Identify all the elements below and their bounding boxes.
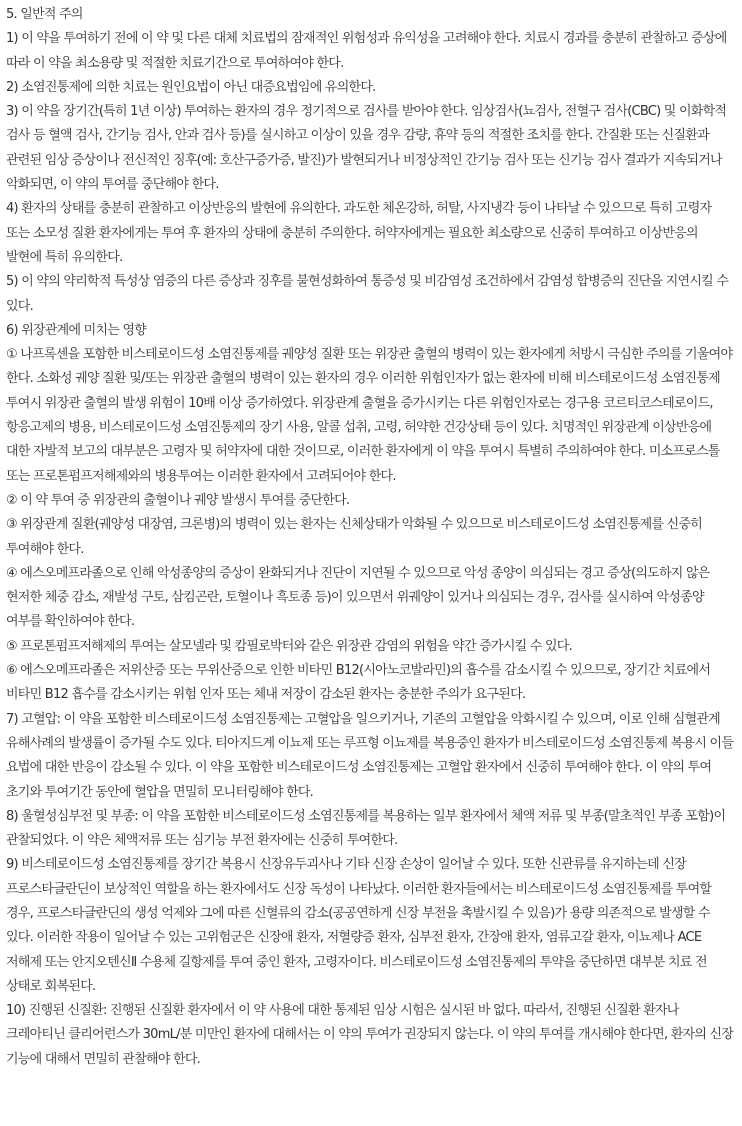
paragraph-6-item-3: ③ 위장관계 질환(궤양성 대장염, 크론병)의 병력이 있는 환자는 신체상태가 악화될 수 있으므로 비스테로이드성 소염진통제를 신중히 투여해야 한다. <box>6 517 703 557</box>
paragraph-6-item-1: ① 나프록센을 포함한 비스테로이드성 소염진통제를 궤양성 질환 또는 위장관 출혈의 병력이 있는 환자에게 처방시 극심한 주의를 기울여야 한다. 소화성 궤양 질환 및/또는 위장관 출혈의 병력이 있는 환자의 경우 이러한 위험인자가 없는 환자에 비해 비스테로이드성 소염진통제 투여시 위장관 출혈의 발생 위험이 10배 이상 증가하였다. 위장관계 출혈을 증가시키는 다른 위험인자로는 경구용 코르티코스테로이드, 항응고제의 병용, 비스테로이드성 소염진통제의 장기 사용, 알콜 섭취, 고령, 허약한 건강상태 등이 있다. 치명적인 위장관계 이상반응에 대한 자발적 보고의 대부분은 고령자 및 허약자에 대한 것이므로, 이러한 환자에게 이 약을 투여시 특별히 주의하여야 한다. 미소프로스톨 또는 프로톤펌프저해제와의 병용투여는 이러한 환자에서 고려되어야 한다. <box>6 347 733 484</box>
paragraph-2: 2) 소염진통제에 의한 치료는 원인요법이 아닌 대증요법임에 유의한다. <box>6 79 376 95</box>
paragraph-7: 7) 고혈압: 이 약을 포함한 비스테로이드성 소염진통제는 고혈압을 일으키거나, 기존의 고혈압을 악화시킬 수 있으며, 이로 인해 심혈관계 유해사례의 발생률이 증가될 수도 있다. 티아지드계 이뇨제 또는 루프형 이뇨제를 복용중인 환자가 비스테로이드성 소염진통제 복용시 이들 요법에 대한 반응이 감소될 수 있다. 이 약을 포함한 비스테로이드성 소염진통제는 고혈압 환자에서 신중히 투여해야 한다. 이 약의 투여 초기와 투여기간 동안에 혈압을 면밀히 모니터링해야 한다. <box>6 711 734 800</box>
paragraph-5: 5) 이 약의 약리학적 특성상 염증의 다른 증상과 징후를 불현성화하여 통증성 및 비감염성 조건하에서 감염성 합병증의 진단을 지연시킬 수 있다. <box>6 274 729 314</box>
paragraph-9: 9) 비스테로이드성 소염진통제를 장기간 복용시 신장유두괴사나 기타 신장 손상이 일어날 수 있다. 또한 신관류를 유지하는데 신장 프로스타글란딘이 보상적인 역할을 하는 환자에서도 신장 독성이 나타났다. 이러한 환자들에서는 비스테로이드성 소염진통제를 투여할 경우, 프로스타글란딘의 생성 억제와 그에 따른 신혈류의 감소(공공연하게 신장 부전을 촉발시킬 수 있음)가 용량 의존적으로 발생할 수 있다. 이러한 작용이 일어날 수 있는 고위험군은 신장애 환자, 저혈량증 환자, 심부전 환자, 간장애 환자, 염류고갈 환자, 이뇨제나 ACE 저해제 또는 안지오텐신Ⅱ 수용체 길항제를 투여 중인 환자, 고령자이다. 비스테로이드성 소염진통제의 투약을 중단하면 대부분 치료 전 상태로 회복된다. <box>6 857 712 994</box>
paragraph-3: 3) 이 약을 장기간(특히 1년 이상) 투여하는 환자의 경우 정기적으로 검사를 받아야 한다. 임상검사(뇨검사, 전혈구 검사(CBC) 및 이화학적 검사 등 혈액 검사, 간기능 검사, 안과 검사 등)를 실시하고 이상이 있을 경우 감량, 휴약 등의 적절한 조치를 한다. 간질환 또는 신질환과 관련된 임상 증상이나 전신적인 징후(예: 호산구증가증, 발진)가 발현되거나 비정상적인 간기능 검사 또는 신기능 검사 결과가 지속되거나 악화되면, 이 약의 투여를 중단해야 한다. <box>6 104 727 193</box>
precautions-document <box>6 3 736 1072</box>
paragraph-6-item-5: ⑤ 프로톤펌프저해제의 투여는 살모넬라 및 캄필로박터와 같은 위장관 감염의 위험을 약간 증가시킬 수 있다. <box>6 638 573 654</box>
paragraph-8: 8) 울혈성심부전 및 부종: 이 약을 포함한 비스테로이드성 소염진통제를 복용하는 일부 환자에서 체액 저류 및 부종(말초적인 부종 포함)이 관찰되었다. 이 약은 체액저류 또는 심기능 부전 환자에는 신중히 투여한다. <box>6 808 726 849</box>
paragraph-6-item-6: ⑥ 에스오메프라졸은 저위산증 또는 무위산증으로 인한 비타민 B12(시아노코발라민)의 흡수를 감소시킬 수 있으므로, 장기간 치료에서 비타민 B12 흡수를 감소시키는 위험 인자 또는 체내 저장이 감소된 환자는 충분한 주의가 요구된다. <box>6 663 711 703</box>
paragraph-6-heading: 6) 위장관계에 미치는 영향 <box>6 322 147 338</box>
paragraph-6-item-4: ④ 에스오메프라졸으로 인해 악성종양의 증상이 완화되거나 진단이 지연될 수 있으므로 악성 종양이 의심되는 경고 증상(의도하지 않은 현저한 체중 감소, 재발성 구토, 삼킴곤란, 토혈이나 흑토종 등)이 있으면서 위궤양이 있거나 의심되는 경우, 검사를 실시하여 악성종양 여부를 확인하여야 한다. <box>6 565 710 630</box>
paragraph-1: 1) 이 약을 투여하기 전에 이 약 및 다른 대체 치료법의 잠재적인 위험성과 유익성을 고려해야 한다. 치료시 경과를 충분히 관찰하고 증상에 따라 이 약을 최소용량 및 적절한 치료기간으로 투여하여야 한다. <box>6 31 727 71</box>
section-heading: 5. 일반적 주의 <box>6 7 83 22</box>
paragraph-4: 4) 환자의 상태를 충분히 관찰하고 이상반응의 발현에 유의한다. 과도한 체온강하, 허탈, 사지냉각 등이 나타날 수 있으므로 특히 고령자 또는 소모성 질환 환자에게는 투여 후 환자의 상태에 충분히 주의한다. 허약자에게는 필요한 최소량으로 신중히 투여하고 이상반응의 발현에 특히 유의한다. <box>6 201 712 265</box>
paragraph-10: 10) 진행된 신질환: 진행된 신질환 환자에서 이 약 사용에 대한 통제된 임상 시험은 실시된 바 없다. 따라서, 진행된 신질환 환자나 크레아티닌 클리어런스가 30mL/분 미만인 환자에 대해서는 이 약의 투여가 권장되지 않는다. 이 약의 투여를 개시해야 한다면, 환자의 신장 기능에 대해서 면밀히 관찰해야 한다. <box>6 1003 734 1067</box>
paragraph-6-item-2: ② 이 약 투여 중 위장관의 출혈이나 궤양 발생시 투여를 중단한다. <box>6 492 350 508</box>
